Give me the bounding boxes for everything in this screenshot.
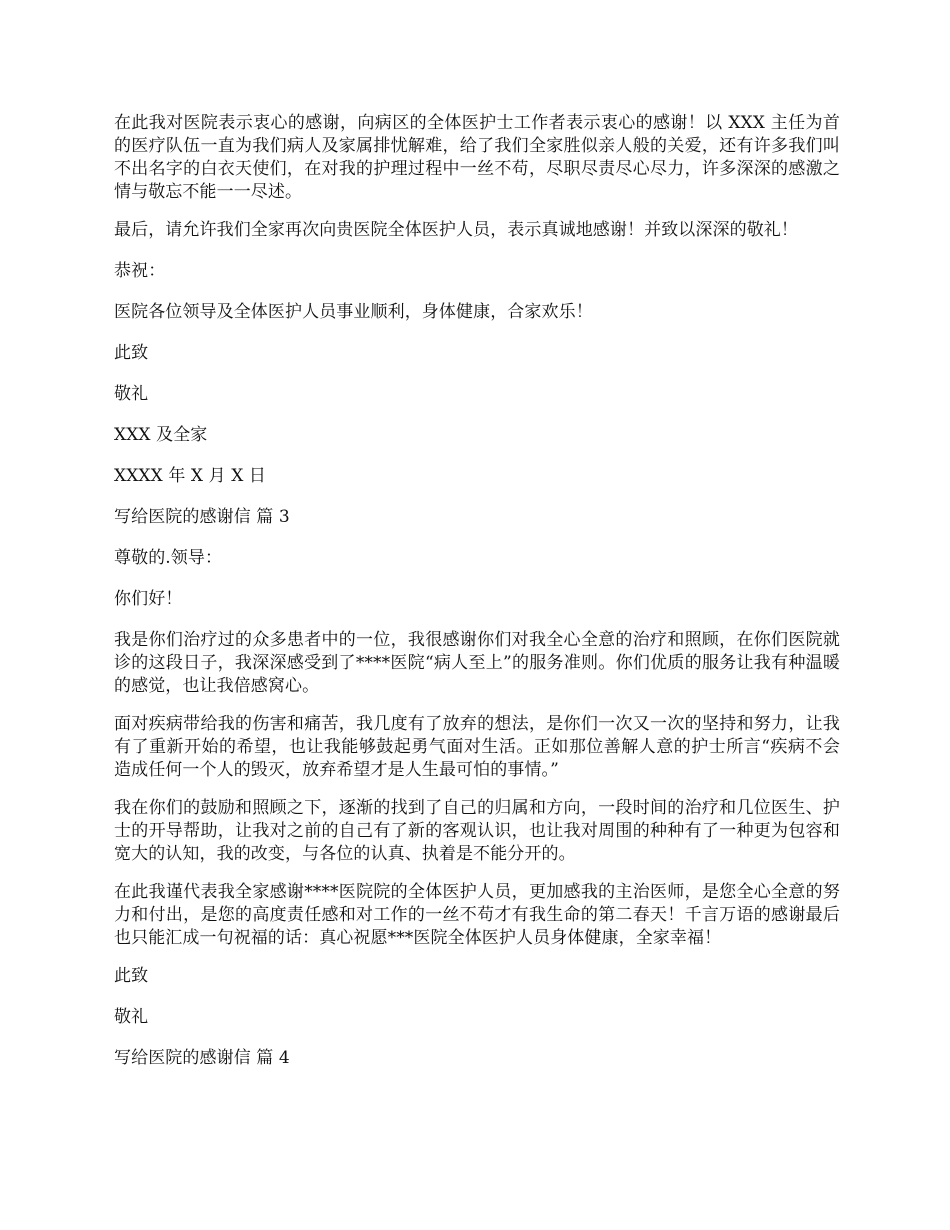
salutation: 尊敬的.领导： bbox=[114, 548, 223, 568]
paragraph-patient-intro: 我是你们治疗过的众多患者中的一位，我很感谢你们对我全心全意的治疗和照顾，在你们医院就诊的这段日子，我深深感受到了****医院“病人至上”的服务准则。你们优质的服务让我有种温暖的感觉，也让我倍感窝心。 bbox=[114, 630, 840, 696]
closing-jingli-2: 敬礼 bbox=[114, 1007, 149, 1027]
signature-name: XXX 及全家 bbox=[114, 425, 208, 445]
paragraph-greeting-label: 恭祝： bbox=[114, 261, 166, 281]
paragraph-wishes: 医院各位领导及全体医护人员事业顺利，身体健康，合家欢乐！ bbox=[114, 302, 593, 322]
signature-date: XXXX 年 X 月 X 日 bbox=[114, 466, 267, 486]
paragraph-final-thanks: 最后，请允许我们全家再次向贵医院全体医护人员，表示真诚地感谢！并致以深深的敬礼！ bbox=[114, 220, 798, 240]
paragraph-thanks-hospital: 在此我对医院表示衷心的感谢，向病区的全体医护士工作者表示衷心的感谢！以 XXX 主任为首的医疗队伍一直为我们病人及家属排忧解难，给了我们全家胜似亲人般的关爱，还有许多我们叫不出名字的白衣天使们，在对我的护理过程中一丝不苟，尽职尽责尽心尽力，许多深深的感激之情与敬忘不能一一尽述。 bbox=[114, 113, 840, 202]
section-heading-4: 写给医院的感谢信 篇 4 bbox=[114, 1048, 290, 1068]
greeting: 你们好！ bbox=[114, 589, 183, 609]
closing-cizhi-2: 此致 bbox=[114, 966, 149, 986]
paragraph-encouragement: 我在你们的鼓励和照顾之下，逐渐的找到了自己的归属和方向，一段时间的治疗和几位医生、护士的开导帮助，让我对之前的自己有了新的客观认识，也让我对周围的种种有了一种更为包容和宽大的认知，我的改变，与各位的认真、执着是不能分开的。 bbox=[114, 798, 840, 864]
paragraph-facing-illness: 面对疾病带给我的伤害和痛苦，我几度有了放弃的想法，是你们一次又一次的坚持和努力，让我有了重新开始的希望，也让我能够鼓起勇气面对生活。正如那位善解人意的护士所言“疾病不会造成任何一个人的毁灭，放弃希望才是人生最可怕的事情。” bbox=[114, 714, 840, 780]
closing-cizhi: 此致 bbox=[114, 343, 149, 363]
section-heading-3: 写给医院的感谢信 篇 3 bbox=[114, 507, 290, 527]
paragraph-family-thanks: 在此我谨代表我全家感谢****医院院的全体医护人员，更加感我的主治医师，是您全心全意的努力和付出，是您的高度责任感和对工作的一丝不苟才有我生命的第二春天！千言万语的感谢最后也只能汇成一句祝福的话：真心祝愿***医院全体医护人员身体健康，全家幸福！ bbox=[114, 882, 840, 948]
closing-jingli: 敬礼 bbox=[114, 384, 149, 404]
